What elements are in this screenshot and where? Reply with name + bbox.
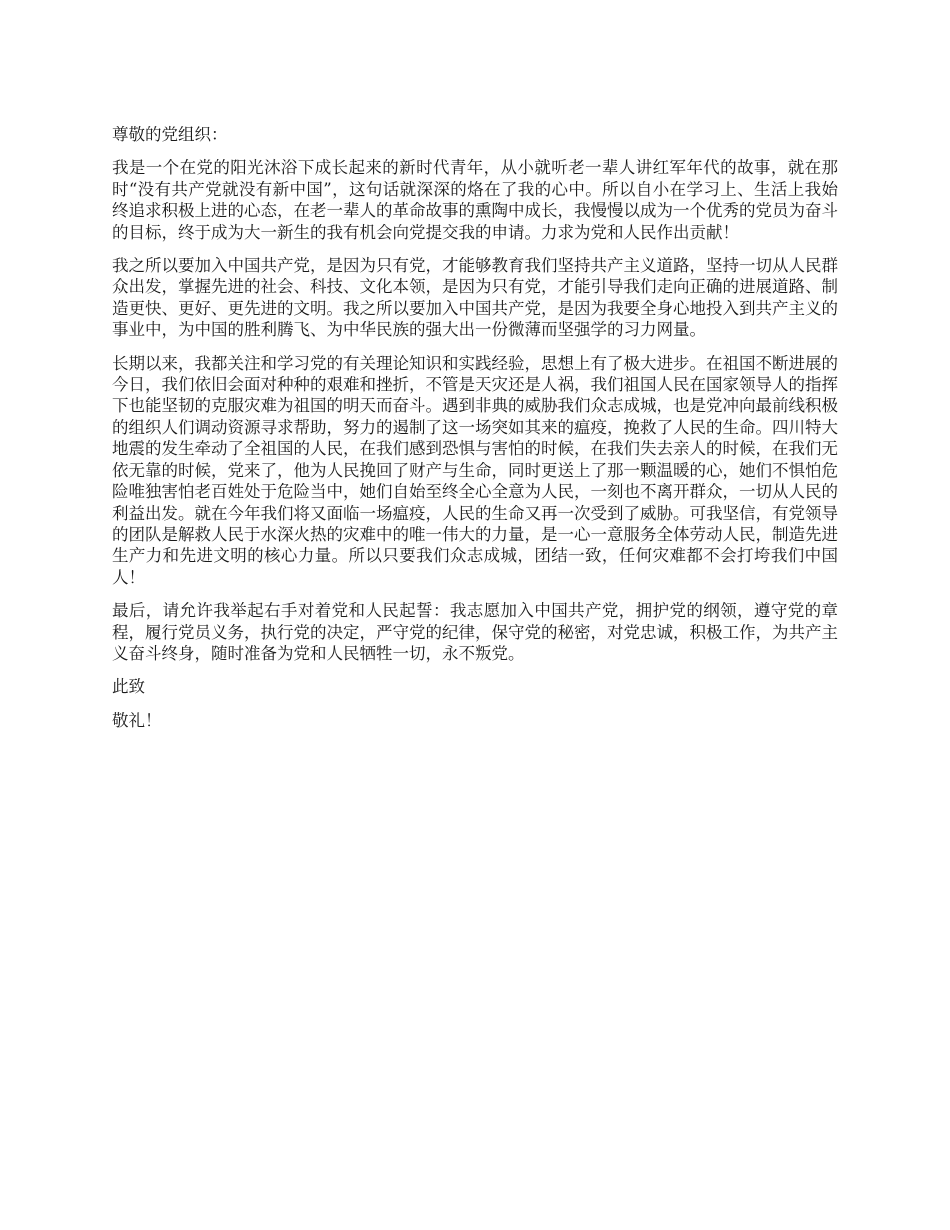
paragraph-1: 我是一个在党的阳光沐浴下成长起来的新时代青年，从小就听老一辈人讲红军年代的故事，就在那时“没有共产党就没有新中国”，这句话就深深的烙在了我的心中。所以自小在学习上、生活上我始终追求积极上进的心态，在老一辈人的革命故事的熏陶中成长，我慢慢以成为一个优秀的党员为奋斗的目标，终于成为大一新生的我有机会向党提交我的申请。力求为党和人民作出贡献！ [112,158,838,242]
closing-line-1: 此致 [112,677,145,697]
salutation: 尊敬的党组织： [112,125,228,144]
closing-line-2: 敬礼！ [112,710,162,730]
paragraph-2: 我之所以要加入中国共产党，是因为只有党，才能够教育我们坚持共产主义道路，坚持一切从人民群众出发，掌握先进的社会、科技、文化本领，是因为只有党，才能引导我们走向正确的进展道路、制造更快、更好、更先进的文明。我之所以要加入中国共产党，是因为我要全身心地投入到共产主义的事业中，为中国的胜利腾飞、为中华民族的强大出一份微薄而坚强学的习力网量。 [112,256,838,340]
paragraph-3: 长期以来，我都关注和学习党的有关理论知识和实践经验，思想上有了极大进步。在祖国不断进展的今日，我们依旧会面对种种的艰难和挫折，不管是天灾还是人祸，我们祖国人民在国家领导人的指挥下也能坚韧的克服灾难为祖国的明天而奋斗。遇到非典的威胁我们众志成城，也是党冲向最前线积极的组织人们调动资源寻求帮助，努力的遏制了这一场突如其来的瘟疫，挽救了人民的生命。四川特大地震的发生牵动了全祖国的人民，在我们感到恐惧与害怕的时候，在我们失去亲人的时候，在我们无依无靠的时候，党来了，他为人民挽回了财产与生命，同时更送上了那一颗温暖的心，她们不惧怕危险唯独害怕老百姓处于危险当中，她们自始至终全心全意为人民，一刻也不离开群众，一切从人民的利益出发。就在今年我们将又面临一场瘟疫，人民的生命又再一次受到了威胁。可我坚信，有党领导的团队是解救人民于水深火热的灾难中的唯一伟大的力量，是一心一意服务全体劳动人民，制造先进生产力和先进文明的核心力量。所以只要我们众志成城，团结一致，任何灾难都不会打垮我们中国人！ [112,353,838,587]
paragraph-4: 最后，请允许我举起右手对着党和人民起誓：我志愿加入中国共产党，拥护党的纲领，遵守党的章程，履行党员义务，执行党的决定，严守党的纪律，保守党的秘密，对党忠诚，积极工作，为共产主义奋斗终身，随时准备为党和人民牺牲一切，永不叛党。 [112,601,838,663]
